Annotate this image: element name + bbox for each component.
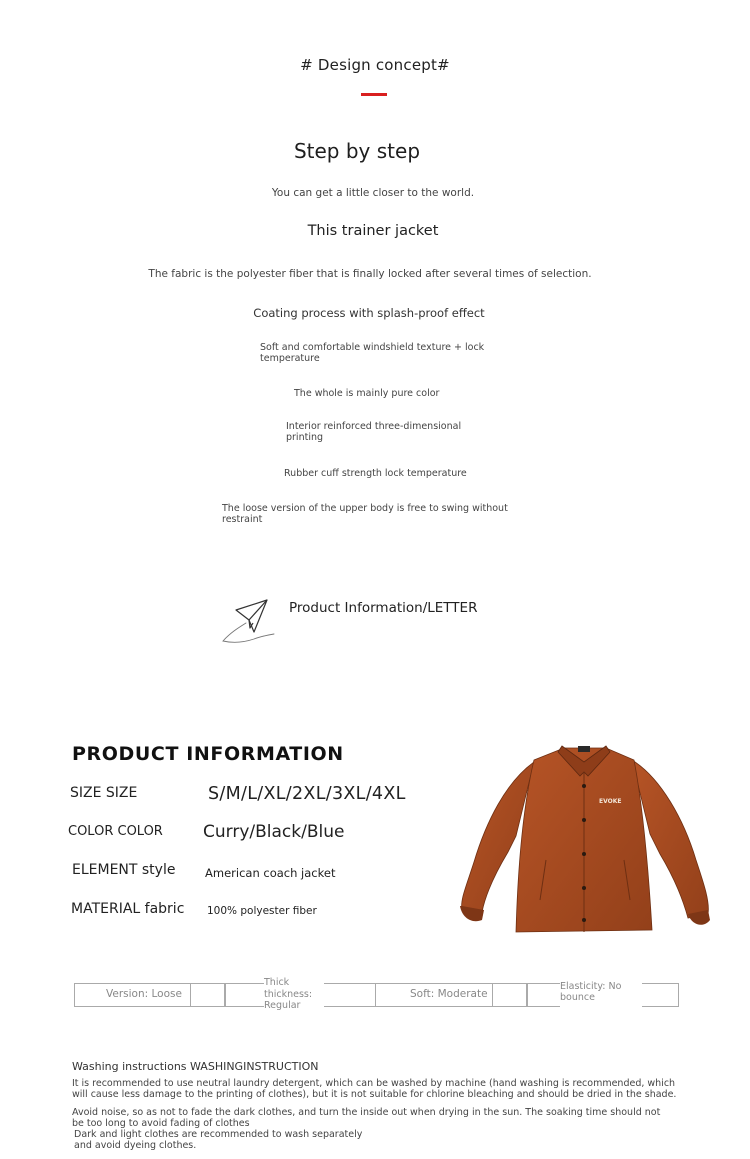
color-value: Curry/Black/Blue [203,822,345,842]
paper-plane-icon [220,596,278,648]
size-label: SIZE SIZE [70,785,138,801]
feature-printing: Interior reinforced three-dimensional printing [286,421,462,443]
concept-line-closer: You can get a little closer to the world. [271,187,475,199]
property-elasticity: Elasticity: No bounce [560,981,642,1009]
washing-line-drying: Avoid noise, so as not to fade the dark clothes, and turn the inside out when drying in the sun. The soaking time should not be too long to avoid fading of clothes [72,1107,661,1129]
washing-instructions-title: Washing instructions WASHINGINSTRUCTION [72,1060,319,1073]
material-value: 100% polyester fiber [207,905,317,917]
element-value: American coach jacket [205,866,336,880]
washing-line-detergent: It is recommended to use neutral laundry detergent, which can be washed by machine (hand washing is recommended, which will cause less damage to the printing of clothes), but it is not suitable for chlorine bleaching and should be dried in the shade. [72,1078,677,1100]
element-label: ELEMENT style [72,862,176,878]
property-thickness: Thick thickness: Regular [264,977,324,1013]
properties-bar-cell [492,983,527,1007]
design-concept-heading: # Design concept# [300,56,450,74]
property-soft: Soft: Moderate [410,989,492,1000]
accent-divider [361,93,387,96]
product-information-letter: Product Information/LETTER [289,600,478,616]
concept-line-trainer: This trainer jacket [307,223,439,239]
feature-windshield: Soft and comfortable windshield texture + lock temperature [260,342,485,364]
property-version: Version: Loose [106,989,190,1000]
properties-bar-edge-left [74,983,106,1007]
feature-pure-color: The whole is mainly pure color [294,388,440,399]
concept-line-coating: Coating process with splash-proof effect [253,306,485,320]
washing-line-separate: Dark and light clothes are recommended to wash separately and avoid dyeing clothes. [74,1129,363,1151]
section-title: Step by step [293,139,421,163]
feature-loose-version: The loose version of the upper body is free to swing without restraint [222,503,508,525]
color-label: COLOR COLOR [68,824,163,839]
material-label: MATERIAL fabric [71,901,185,917]
jacket-logo-text: EVOKE [599,798,622,805]
properties-bar-cell [190,983,225,1007]
concept-line-fabric: The fabric is the polyester fiber that is finally locked after several times of selection. [148,268,592,280]
size-value: S/M/L/XL/2XL/3XL/4XL [208,784,406,804]
properties-bar [74,977,679,1011]
product-information-title: PRODUCT INFORMATION [72,743,344,765]
jacket-product-image [456,742,714,942]
feature-cuff: Rubber cuff strength lock temperature [284,468,467,479]
